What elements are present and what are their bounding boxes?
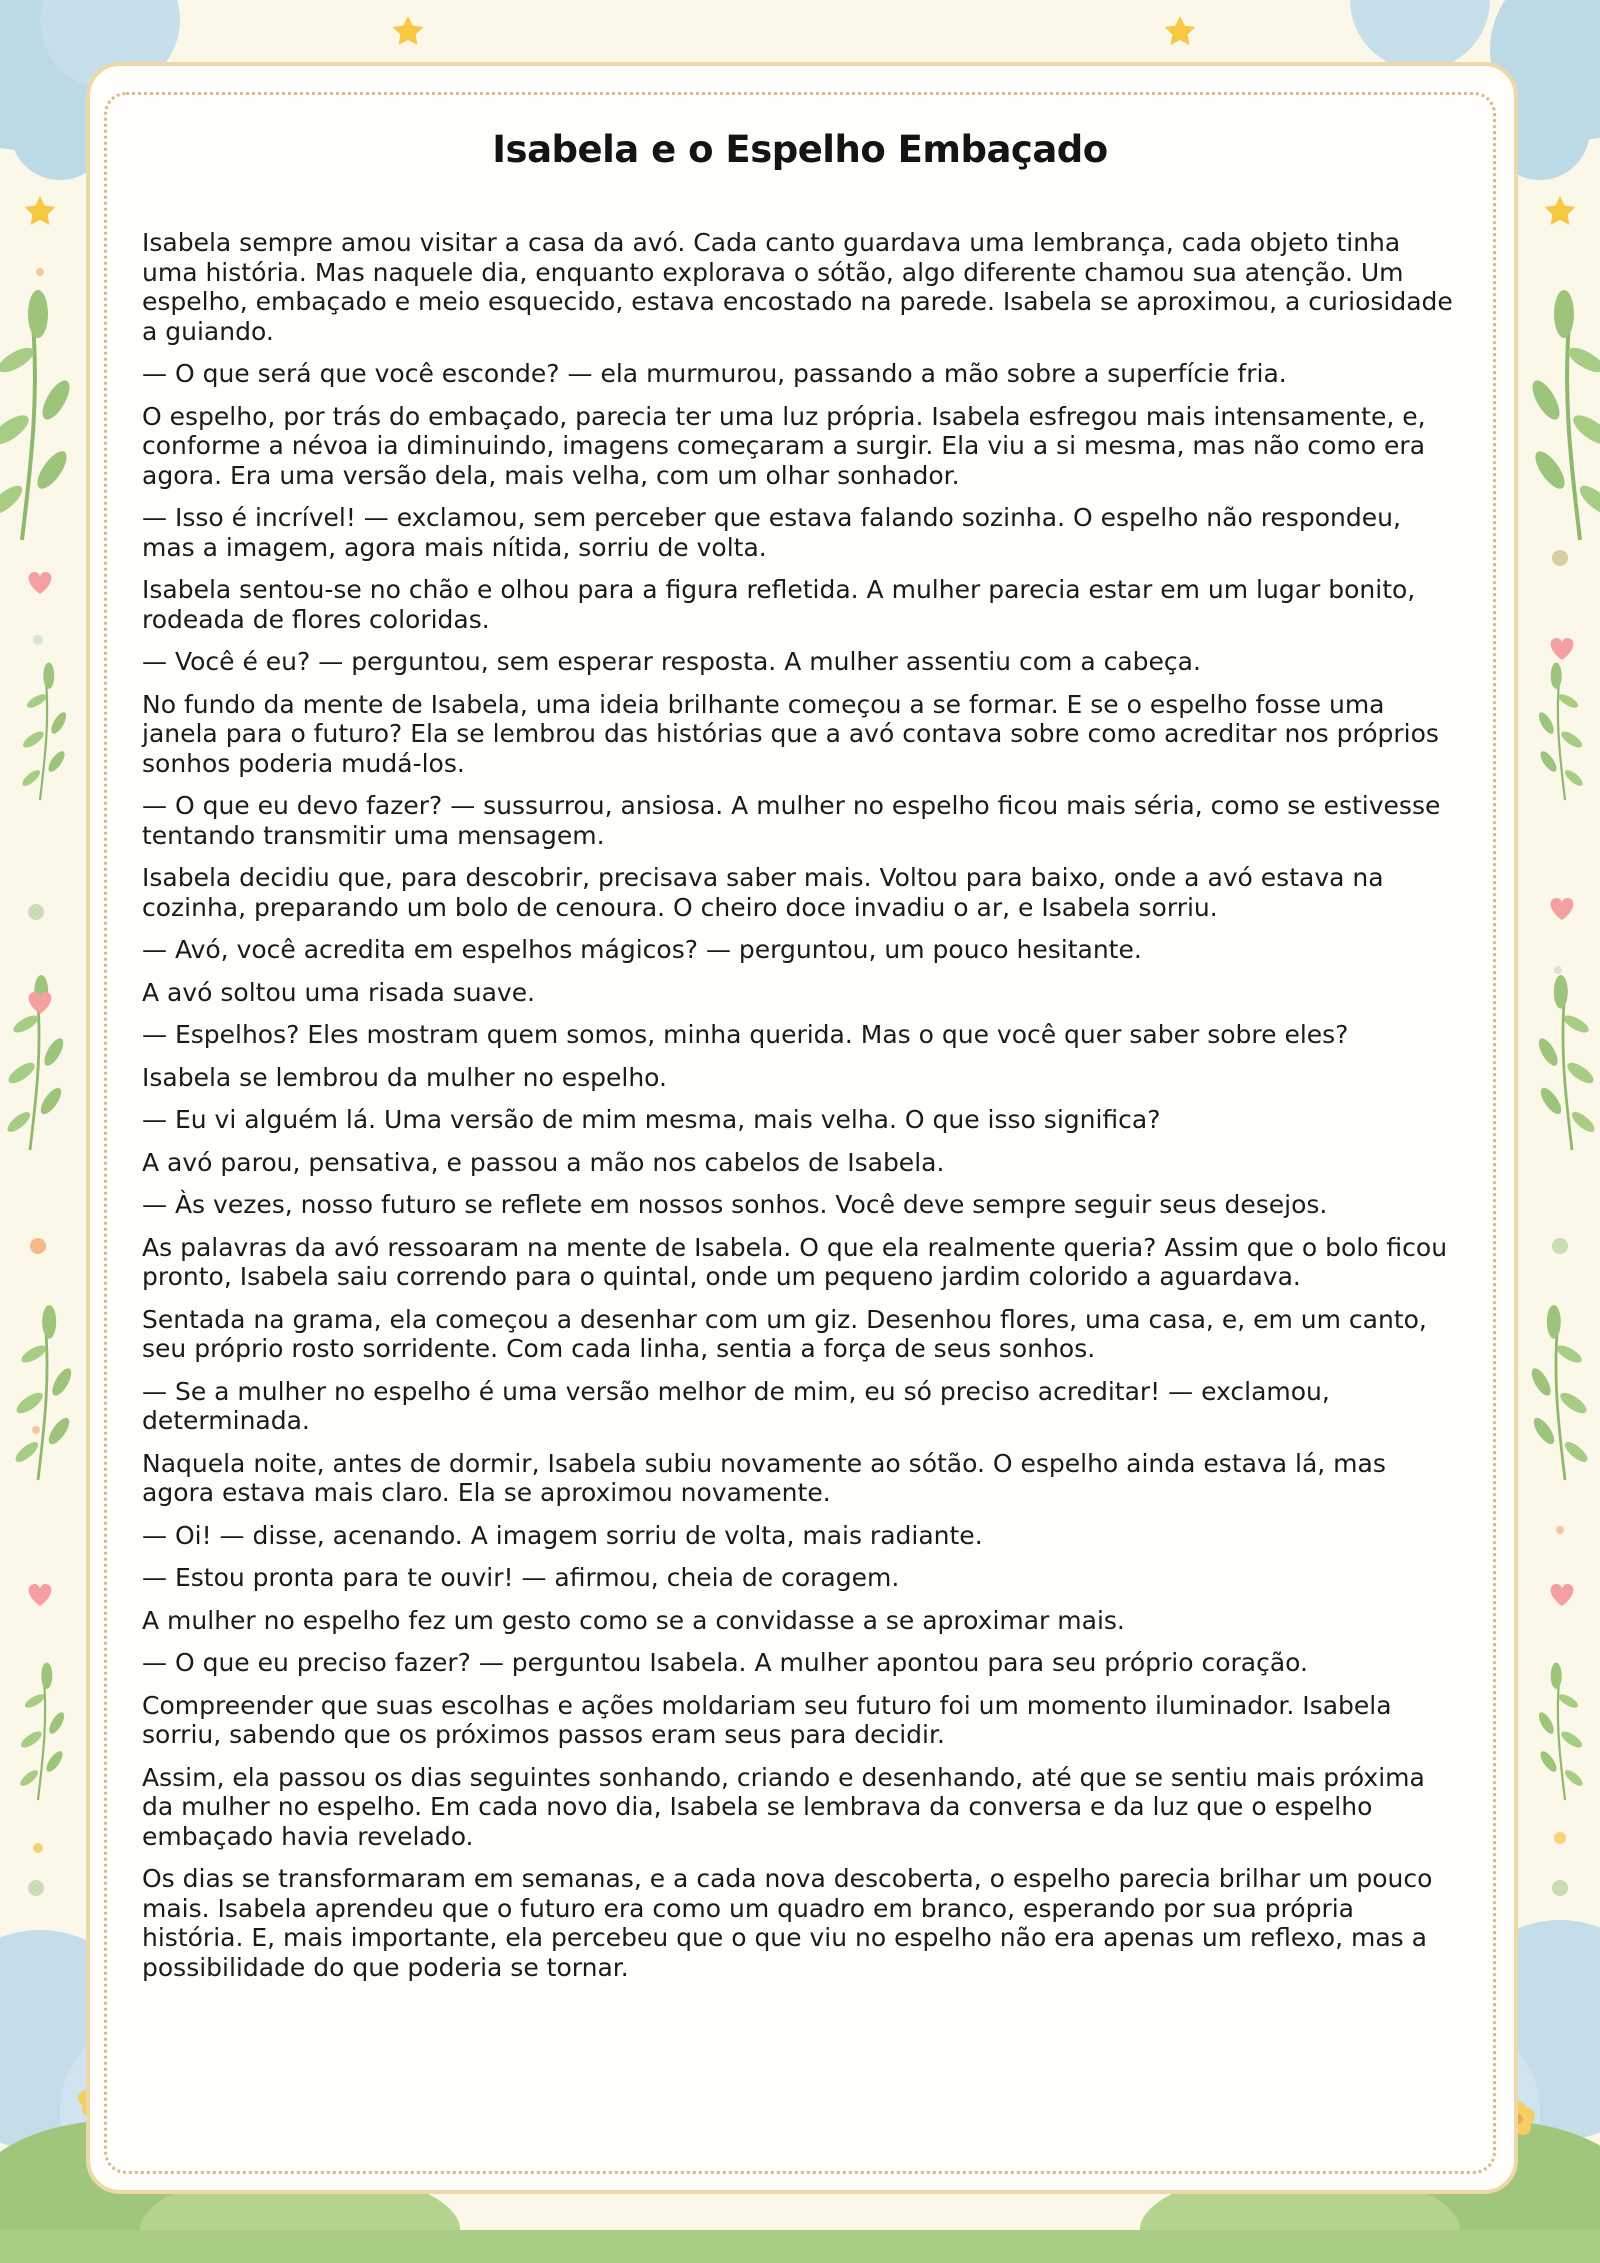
leaf-branch-icon [12, 1305, 74, 1480]
story-paragraph: Naquela noite, antes de dormir, Isabela subiu novamente ao sótão. O espelho ainda estava lá, mas agora estava mais claro. Ela se aproximou novamente. [142, 1448, 1386, 1507]
story-paragraph: — O que será que você esconde? — ela murmurou, passando a mão sobre a superfície fria. [142, 359, 1287, 388]
heart-icon [1551, 1584, 1574, 1606]
heart-icon [29, 572, 52, 594]
leaf-branch-icon [0, 290, 75, 540]
leaf-branch-icon [1536, 1663, 1585, 1801]
leaf-branch-icon [1527, 290, 1600, 540]
story-paragraph: Isabela decidiu que, para descobrir, precisava saber mais. Voltou para baixo, onde a avó estava na cozinha, preparando um bolo de cenoura. O cheiro doce invadiu o ar, e Isabela sorriu. [142, 863, 1384, 922]
story-paragraph: — Se a mulher no espelho é uma versão melhor de mim, eu só preciso acreditar! — exclamou, determinada. [142, 1376, 1330, 1435]
story-paragraph: As palavras da avó ressoaram na mente de Isabela. O que ela realmente queria? Assim que o bolo ficou pronto, Isabela saiu correndo para o quintal, onde um pequeno jardim colorido a aguardava. [142, 1232, 1448, 1291]
story-paragraph: — O que eu preciso fazer? — perguntou Isabela. A mulher apontou para seu próprio coração. [142, 1648, 1308, 1677]
story-paragraph: — Avó, você acredita em espelhos mágicos? — perguntou, um pouco hesitante. [142, 935, 1142, 964]
star-icon [25, 196, 55, 225]
story-paragraph: A avó soltou uma risada suave. [142, 977, 536, 1007]
story-paragraph: — O que eu devo fazer? — sussurrou, ansiosa. A mulher no espelho ficou mais séria, como se estivesse tentando transmitir uma mensagem. [142, 791, 1441, 850]
story-paragraph: A mulher no espelho fez um gesto como se a convidasse a se aproximar mais. [142, 1605, 1125, 1635]
story-paragraph: — Espelhos? Eles mostram quem somos, minha querida. Mas o que você quer saber sobre eles? [142, 1020, 1349, 1049]
story-paragraph: — Eu vi alguém lá. Uma versão de mim mesma, mais velha. O que isso significa? [142, 1105, 1161, 1134]
story-body [142, 228, 1458, 1995]
leaf-branch-icon [1535, 975, 1597, 1150]
star-icon [393, 16, 423, 45]
story-paragraph: Assim, ela passou os dias seguintes sonhando, criando e desenhando, até que se sentiu mais próxima da mulher no espelho. Em cada novo dia, Isabela se lembrava da conversa e da luz que o espelho embaçado havia revelado. [142, 1762, 1425, 1851]
story-paragraph: — Oi! — disse, acenando. A imagem sorriu de volta, mais radiante. [142, 1520, 983, 1550]
leaf-branch-icon [1528, 1305, 1590, 1480]
story-paragraph: — Isso é incrível! — exclamou, sem perceber que estava falando sozinha. O espelho não respondeu, mas a imagem, agora mais nítida, sorriu de volta. [142, 503, 1401, 562]
leaf-branch-icon [18, 1663, 67, 1801]
story-title: Isabela e o Espelho Embaçado [492, 128, 1108, 171]
story-paragraph: A avó parou, pensativa, e passou a mão nos cabelos de Isabela. [142, 1147, 945, 1177]
story-paragraph: Compreender que suas escolhas e ações moldariam seu futuro foi um momento iluminador. Isabela sorriu, sabendo que os próximos passos eram seus para decidir. [142, 1690, 1392, 1749]
star-icon [1545, 196, 1575, 225]
story-paragraph: Isabela sempre amou visitar a casa da avó. Cada canto guardava uma lembrança, cada objeto tinha uma história. Mas naquele dia, enquanto explorava o sótão, algo diferente chamou sua atenção. Um espelho, embaçado e meio esquecido, estava encostado na parede. Isabela se aproximou, a curiosidade a guiando. [142, 228, 1453, 346]
story-paragraph: — Estou pronta para te ouvir! — afirmou, cheia de coragem. [142, 1563, 900, 1592]
leaf-branch-icon [1536, 663, 1585, 801]
star-icon [1165, 16, 1195, 45]
story-paragraph: Sentada na grama, ela começou a desenhar com um giz. Desenhou flores, uma casa, e, em um canto, seu próprio rosto sorridente. Com cada linha, sentia a força de seus sonhos. [142, 1304, 1427, 1363]
story-paragraph: Isabela se lembrou da mulher no espelho. [142, 1062, 667, 1092]
story-paragraph: No fundo da mente de Isabela, uma ideia brilhante começou a se formar. E se o espelho fosse uma janela para o futuro? Ela se lembrou das histórias que a avó contava sobre como acreditar nos próprios sonhos poderia mudá-los. [142, 689, 1439, 778]
story-paragraph: Os dias se transformaram em semanas, e a cada nova descoberta, o espelho parecia brilhar um pouco mais. Isabela aprendeu que o futuro era como um quadro em branco, esperando por sua própria história. E, mais importante, ela percebeu que o que viu no espelho não era apenas um reflexo, mas a possibilidade do que poderia se tornar. [142, 1864, 1433, 1982]
story-paragraph: — Às vezes, nosso futuro se reflete em nossos sonhos. Você deve sempre seguir seus desejos. [142, 1190, 1328, 1219]
story-paragraph: — Você é eu? — perguntou, sem esperar resposta. A mulher assentiu com a cabeça. [142, 647, 1201, 676]
leaf-branch-icon [20, 663, 69, 801]
heart-icon [29, 1584, 52, 1606]
story-paragraph: Isabela sentou-se no chão e olhou para a figura refletida. A mulher parecia estar em um lugar bonito, rodeada de flores coloridas. [142, 575, 1416, 634]
story-paragraph: O espelho, por trás do embaçado, parecia ter uma luz própria. Isabela esfregou mais intensamente, e, conforme a névoa ia diminuindo, imagens começaram a surgir. Ela viu a si mesma, mas não como era agora. Era uma versão dela, mais velha, com um olhar sonhador. [142, 401, 1426, 490]
heart-icon [1551, 898, 1574, 920]
heart-icon [1551, 638, 1574, 660]
